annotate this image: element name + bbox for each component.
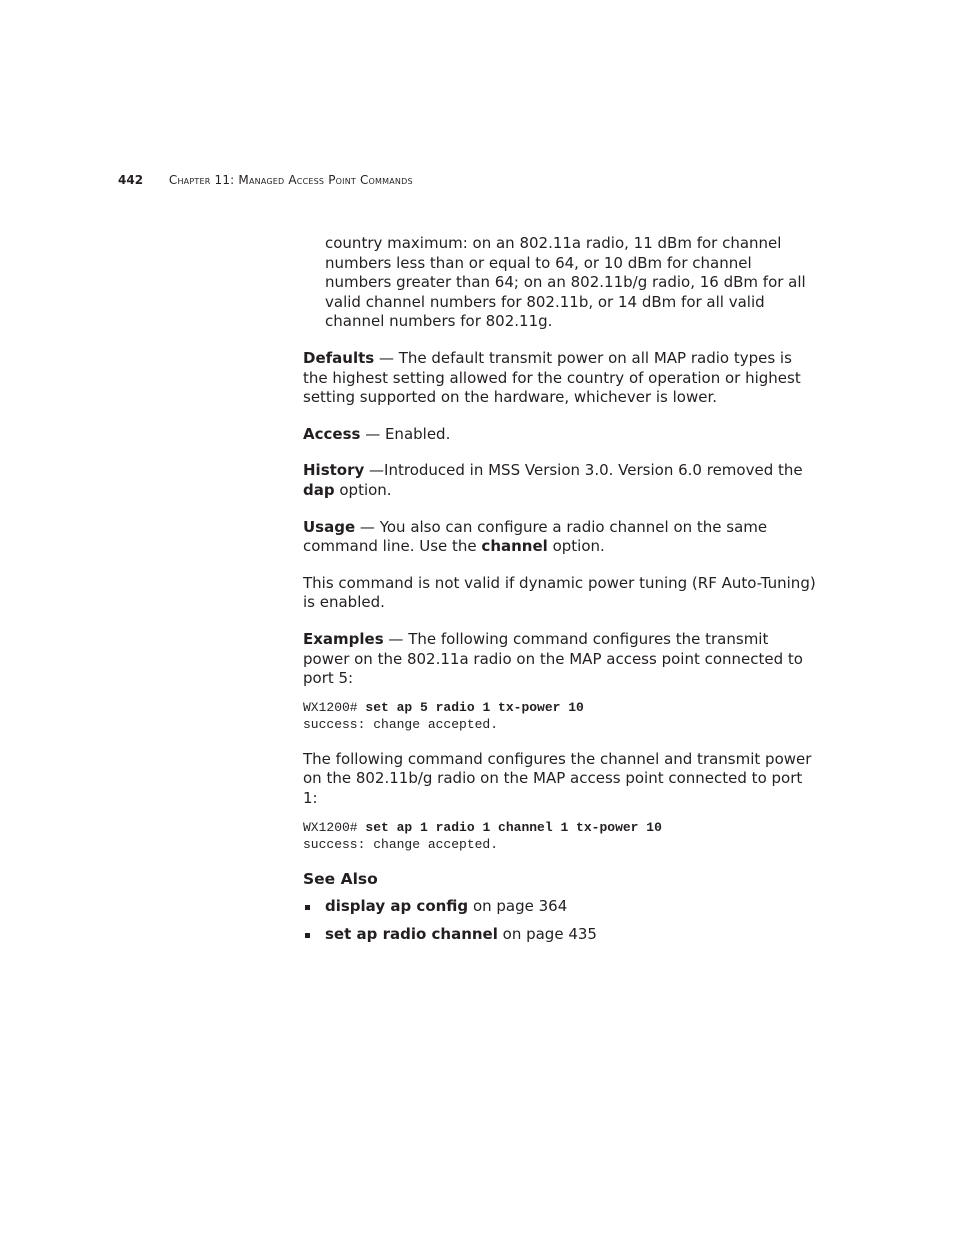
examples-intro: — The following command configures the transmit power on the 802.11a radio on the MAP access point connected to port 5: (303, 629, 803, 688)
usage-keyword: channel (481, 537, 548, 556)
see-also-list (303, 897, 818, 944)
code-prompt: WX1200# (303, 699, 366, 715)
access-label: Access (303, 424, 361, 443)
history-paragraph (303, 461, 818, 500)
code-example-2 (303, 819, 818, 854)
usage-text-before: — You also can configure a radio channel on the same command line. Use the (303, 517, 768, 556)
list-item (303, 897, 818, 917)
defaults-text: — The default transmit power on all MAP radio types is the highest setting allowed for the country of operation or highest setting supported on the hardware, whichever is lower. (303, 348, 801, 407)
bullet-square-icon (305, 933, 310, 938)
see-also-heading: See Also (303, 869, 378, 888)
see-also-link[interactable]: set ap radio channel (325, 924, 498, 943)
usage-label: Usage (303, 517, 356, 536)
usage-note: This command is not valid if dynamic power tuning (RF Auto-Tuning) is enabled. (303, 573, 816, 612)
page-body (303, 234, 818, 952)
history-text-after: option. (334, 480, 392, 499)
code-command: set ap 1 radio 1 channel 1 tx-power 10 (365, 819, 662, 835)
page-number: 442 (118, 173, 144, 187)
examples-label: Examples (303, 629, 384, 648)
code-command: set ap 5 radio 1 tx-power 10 (365, 699, 584, 715)
code-example-1 (303, 699, 818, 734)
chapter-title: Chapter 11: Managed Access Point Commands (168, 173, 413, 187)
history-text-before: —Introduced in MSS Version 3.0. Version 6.0 removed the (364, 461, 803, 480)
examples-paragraph (303, 630, 818, 689)
code-line-command (303, 819, 818, 837)
access-paragraph (303, 425, 818, 445)
code-line-command (303, 699, 818, 717)
history-keyword: dap (303, 480, 335, 499)
code-prompt: WX1200# (303, 819, 366, 835)
see-also-page-ref: on page 435 (497, 924, 597, 943)
code-line-output: success: change accepted. (303, 717, 499, 733)
access-text: — Enabled. (360, 424, 451, 443)
see-also-page-ref: on page 364 (468, 897, 568, 916)
running-header (118, 171, 413, 189)
list-item (303, 925, 818, 945)
defaults-label: Defaults (303, 348, 375, 367)
continuation-paragraph: country maximum: on an 802.11a radio, 11 dBm for channel numbers less than or equal to 64, or 10 dBm for channel numbers greater than 64; on an 802.11b/g radio, 16 dBm for all valid channel numbers for 802.11b, or 14 dBm for all valid channel numbers for 802.11g. (325, 234, 806, 331)
code-line-output: success: change accepted. (303, 837, 499, 853)
defaults-paragraph (303, 349, 818, 408)
bullet-square-icon (305, 905, 310, 910)
see-also-link[interactable]: display ap config (325, 897, 469, 916)
history-label: History (303, 461, 365, 480)
examples-intro-2: The following command configures the channel and transmit power on the 802.11b/g radio on the MAP access point connected to port 1: (303, 749, 812, 808)
usage-text-after: option. (547, 537, 605, 556)
usage-paragraph (303, 518, 818, 557)
